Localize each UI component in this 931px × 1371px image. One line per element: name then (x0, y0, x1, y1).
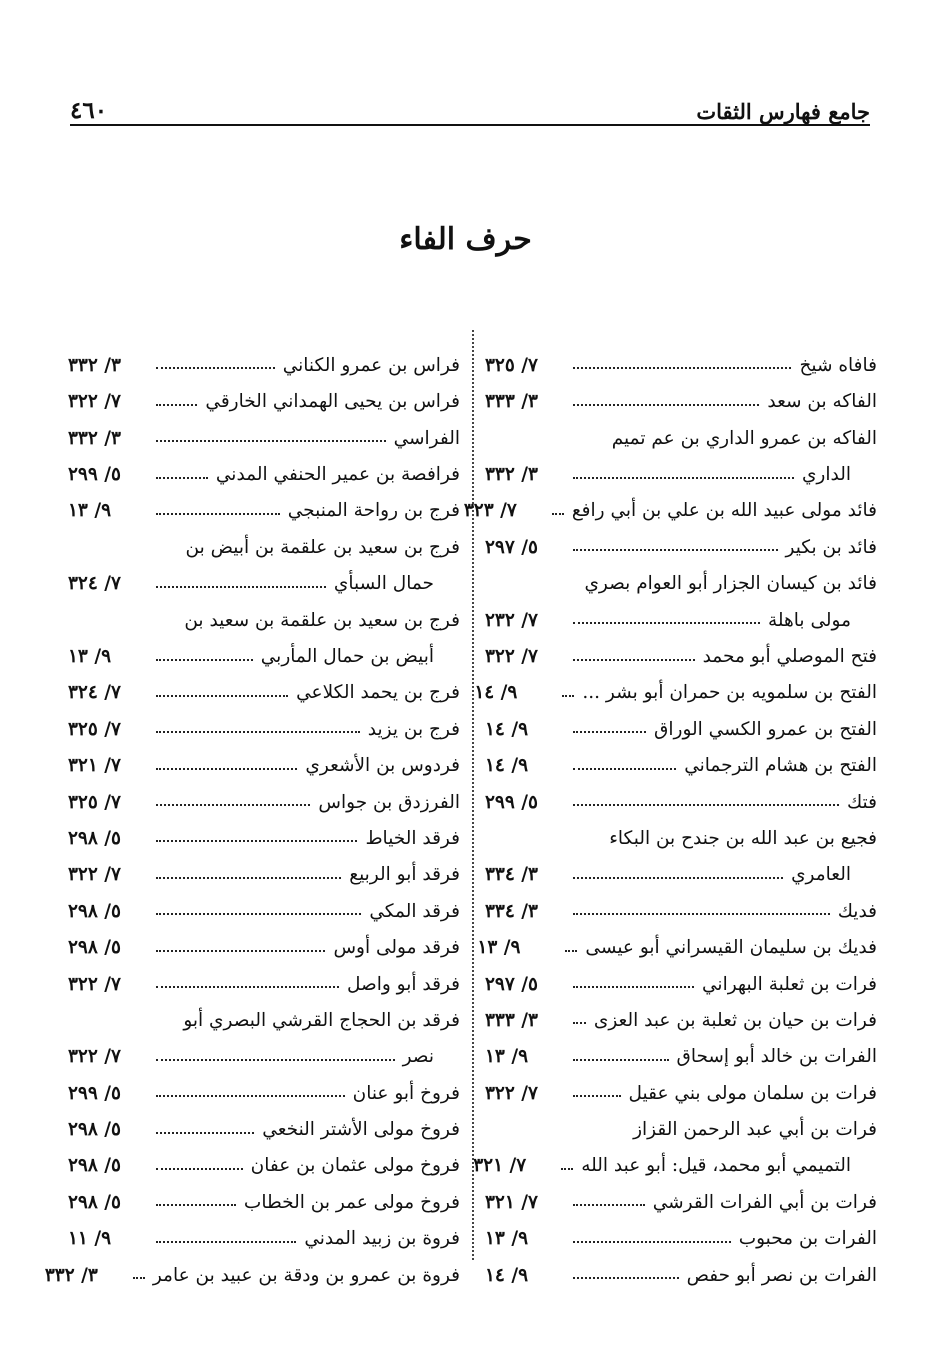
entry-name: فرقد أبو الربيع (349, 864, 460, 886)
index-entry (485, 1030, 877, 1066)
dot-leader (573, 1059, 669, 1061)
dot-leader (156, 1168, 243, 1170)
header-rule (70, 124, 870, 126)
entry-name: الداري (801, 464, 851, 486)
page-header (70, 86, 870, 124)
index-entry (68, 703, 460, 739)
entry-name: فرات بن حيان بن ثعلبة بن عبد العزى (593, 1009, 877, 1031)
index-entry (485, 594, 877, 630)
index-entry (485, 412, 877, 448)
volume-page-ref: ٧/ ٢٣٢ (485, 609, 538, 631)
index-entry (477, 921, 877, 959)
index-entry (485, 375, 877, 411)
volume-page-ref: ٧/ ٣٢٤ (68, 682, 121, 704)
entry-name: فرج بن رواحة المنبجي (287, 500, 460, 522)
index-entry (68, 1176, 460, 1212)
dot-leader (573, 1022, 586, 1024)
volume-page-ref: ٣/ ٣٣٢ (68, 354, 121, 376)
dot-leader (156, 695, 288, 697)
entry-name: فردوس بن الأشعري (305, 755, 460, 777)
index-entry (485, 812, 877, 848)
volume-page-ref: ٩/ ١١ (68, 1228, 112, 1250)
volume-page-ref: ٣/ ٣٣٢ (485, 464, 538, 486)
index-entry (485, 521, 877, 557)
entry-name: فائد مولى عبيد الله بن علي بن أبي رافع (571, 500, 877, 522)
index-entry (68, 885, 460, 921)
index-entry (485, 848, 877, 884)
index-entry (463, 485, 877, 522)
index-entry (68, 848, 460, 884)
index-entry (474, 667, 877, 704)
volume-page-ref: ٥/ ٢٩٧ (485, 536, 538, 558)
index-entry (68, 594, 460, 630)
volume-page-ref: ٩/ ١٤ (474, 682, 518, 704)
dot-leader (562, 695, 574, 697)
index-entry (473, 1140, 877, 1177)
entry-name: فرات بن سلمان مولى بني عقيل (628, 1082, 877, 1104)
volume-page-ref: ٧/ ٣٢٢ (68, 864, 121, 886)
entry-name: الفتح بن سلمويه بن حمران أبو بشر ... (582, 682, 877, 704)
dot-leader (573, 1095, 621, 1097)
entry-name: مولى باهلة (768, 609, 851, 631)
volume-page-ref: ٥/ ٢٩٨ (68, 937, 121, 959)
entry-name: فروخ مولى عثمان بن عفان (250, 1155, 460, 1177)
entry-name: فراس بن عمرو الكناني (282, 354, 460, 376)
index-entry (68, 375, 460, 411)
entry-name: الفتح بن عمرو الكسي الوراق (654, 718, 877, 740)
index-entry (485, 885, 877, 921)
volume-page-ref: ٩/ ١٣ (485, 1046, 529, 1068)
dot-leader (156, 913, 361, 915)
volume-page-ref: ٥/ ٢٩٨ (68, 1155, 121, 1177)
entry-name: فرج بن يزيد (367, 718, 460, 740)
dot-leader (156, 768, 297, 770)
index-entry (68, 630, 460, 666)
dot-leader (156, 1132, 254, 1134)
volume-page-ref: ٧/ ٣٢٢ (68, 973, 121, 995)
entry-name: فرقد مولى أوس (333, 937, 460, 959)
dot-leader (156, 440, 386, 442)
dot-leader (573, 1241, 731, 1243)
dot-leader (573, 1204, 645, 1206)
index-entry (68, 958, 460, 994)
dot-leader (156, 840, 357, 842)
index-entry (68, 921, 460, 957)
index-entry (68, 485, 460, 521)
dot-leader (573, 1277, 679, 1279)
entry-name: فرج بن سعيد بن علقمة بن أبيض بن (185, 536, 460, 558)
dot-leader (156, 477, 208, 479)
index-entry (68, 739, 460, 775)
entry-name: فروة بن زبيد المدني (304, 1228, 460, 1250)
index-entry (68, 1067, 460, 1103)
volume-page-ref: ٧/ ٣٢٥ (485, 354, 538, 376)
index-entry (485, 448, 877, 484)
entry-name: الفرات بن نصر أبو حفص (686, 1264, 877, 1286)
entry-name: فائد بن بكير (785, 536, 877, 558)
entry-name: العامري (791, 864, 851, 886)
entry-name: حمال السبأي (333, 573, 434, 595)
index-entry (68, 1140, 460, 1176)
dot-leader (573, 986, 694, 988)
index-column-left (44, 339, 460, 1286)
entry-name: التميمي أبو محمد، قيل: أبو عبد الله (581, 1155, 851, 1177)
index-entry (485, 1067, 877, 1103)
volume-page-ref: ٧/ ٣٢٥ (68, 718, 121, 740)
dot-leader (573, 367, 791, 369)
entry-name: فرقد المكي (369, 900, 460, 922)
index-entry (485, 1176, 877, 1212)
dot-leader (133, 1277, 145, 1279)
entry-name: فروخ أبو عنان (352, 1082, 460, 1104)
volume-page-ref: ٥/ ٢٩٩ (68, 464, 121, 486)
index-entry (68, 1103, 460, 1139)
dot-leader (573, 913, 830, 915)
index-entry (485, 703, 877, 739)
index-entry (485, 339, 877, 375)
dot-leader (156, 1095, 345, 1097)
volume-page-ref: ٣/ ٣٣٢ (44, 1264, 98, 1286)
index-entry (68, 1212, 460, 1248)
dot-leader (156, 731, 360, 733)
volume-page-ref: ٣/ ٣٣٣ (485, 391, 538, 413)
volume-page-ref: ٣/ ٣٣٢ (68, 427, 121, 449)
dot-leader (573, 768, 676, 770)
entry-name: الفرزدق بن جواس (318, 791, 460, 813)
dot-leader (573, 622, 760, 624)
entry-name: الفتح بن هشام الترجماني (684, 755, 877, 777)
volume-page-ref: ٧/ ٣٢١ (473, 1155, 527, 1177)
entry-name: فرقد الخياط (365, 827, 460, 849)
entry-name: الفاكه بن عمرو الداري بن عم تميم (611, 427, 877, 449)
entry-name: فرقد بن الحجاج القرشي البصري أبو (183, 1009, 460, 1031)
dot-leader (156, 1241, 296, 1243)
dot-leader (156, 404, 197, 406)
index-entry (68, 812, 460, 848)
dot-leader (573, 477, 794, 479)
index-entry (485, 1103, 877, 1139)
index-entry (68, 557, 460, 593)
volume-page-ref: ٩/ ١٣ (68, 500, 112, 522)
dot-leader (156, 659, 253, 661)
volume-page-ref: ٥/ ٢٩٨ (68, 900, 121, 922)
index-entry (485, 1212, 877, 1248)
index-entry (485, 630, 877, 666)
index-entry (68, 994, 460, 1030)
dot-leader (552, 513, 564, 515)
volume-page-ref: ٧/ ٣٢٢ (485, 1082, 538, 1104)
dot-leader (156, 1059, 395, 1061)
entry-name: فرج بن يحمد الكلاعي (296, 682, 460, 704)
volume-page-ref: ٥/ ٢٩٨ (68, 827, 121, 849)
entry-name: الفاكه بن سعد (767, 391, 877, 413)
volume-page-ref: ٧/ ٣٢٢ (68, 391, 121, 413)
entry-name: فديك بن سليمان القيسراني أبو عيسى (585, 937, 877, 959)
index-entry (68, 521, 460, 557)
entry-name: فرج بن سعيد بن علقمة بن سعيد بن (184, 609, 460, 631)
dot-leader (573, 731, 646, 733)
index-entry (68, 339, 460, 375)
volume-page-ref: ٣/ ٣٣٤ (485, 900, 538, 922)
volume-page-ref: ٣/ ٣٣٤ (485, 864, 538, 886)
entry-name: فرات بن ثعلبة البهراني (702, 973, 877, 995)
index-column-right (463, 339, 877, 1286)
entry-name: فديك (837, 900, 877, 922)
index-entry (485, 557, 877, 593)
dot-leader (156, 586, 326, 588)
volume-page-ref: ٥/ ٢٩٩ (485, 791, 538, 813)
volume-page-ref: ٧/ ٣٢٤ (68, 573, 121, 595)
running-title: جامع فهارس الثقات (696, 99, 870, 124)
volume-page-ref: ٩/ ١٤ (485, 1264, 529, 1286)
entry-name: فراس بن يحيى الهمداني الخارقي (205, 391, 460, 413)
dot-leader (573, 877, 783, 879)
dot-leader (156, 804, 310, 806)
dot-leader (156, 1204, 236, 1206)
entry-name: فرقد أبو واصل (346, 973, 460, 995)
volume-page-ref: ٥/ ٢٩٨ (68, 1191, 121, 1213)
section-title: حرف الفاء (399, 222, 532, 257)
entry-name: نصر (402, 1046, 434, 1068)
index-entry (44, 1249, 460, 1286)
column-divider (472, 330, 474, 1260)
index-entry (485, 776, 877, 812)
dot-leader (156, 986, 339, 988)
entry-name: الفراسي (393, 427, 460, 449)
index-entry (485, 994, 877, 1030)
entry-name: فروخ مولى الأشتر النخعي (262, 1119, 460, 1141)
entry-name: فتح الموصلي أبو محمد (702, 646, 877, 668)
volume-page-ref: ٧/ ٣٢٢ (68, 1046, 121, 1068)
volume-page-ref: ٧/ ٣٢١ (485, 1191, 538, 1213)
entry-name: فروة بن عمرو بن ودقة بن عبيد بن عامر (152, 1264, 460, 1286)
dot-leader (156, 950, 325, 952)
entry-name: فروخ مولى عمر بن الخطاب (243, 1191, 460, 1213)
dot-leader (573, 804, 839, 806)
dot-leader (573, 659, 695, 661)
entry-name: الفرات بن محبوب (738, 1228, 877, 1250)
entry-name: الفرات بن خالد أبو إسحاق (676, 1046, 877, 1068)
entry-name: فافاه شيخ (799, 354, 877, 376)
volume-page-ref: ٧/ ٣٢١ (68, 755, 121, 777)
entry-name: فتك (846, 791, 877, 813)
volume-page-ref: ٥/ ٢٩٨ (68, 1119, 121, 1141)
dot-leader (565, 950, 577, 952)
index-entry (485, 1249, 877, 1285)
volume-page-ref: ٩/ ١٤ (485, 718, 529, 740)
volume-page-ref: ٥/ ٢٩٧ (485, 973, 538, 995)
dot-leader (156, 513, 280, 515)
entry-name: فرات بن أبي الفرات القرشي (652, 1191, 877, 1213)
volume-page-ref: ٧/ ٣٢٢ (485, 646, 538, 668)
entry-name: فجيع بن عبد الله بن جندح بن البكاء (609, 827, 877, 849)
page-number: ٤٦٠ (70, 97, 108, 124)
dot-leader (156, 367, 275, 369)
dot-leader (573, 404, 759, 406)
entry-name: فرات بن أبي عبد الرحمن القزاز (633, 1119, 877, 1141)
index-entry (68, 667, 460, 703)
dot-leader (561, 1168, 573, 1170)
index-entry (68, 412, 460, 448)
index-entry (68, 1030, 460, 1066)
dot-leader (156, 877, 341, 879)
volume-page-ref: ٩/ ١٣ (68, 646, 112, 668)
volume-page-ref: ٣/ ٣٣٣ (485, 1009, 538, 1031)
entry-name: فرافصة بن عمير الحنفي المدني (215, 464, 460, 486)
volume-page-ref: ٩/ ١٣ (477, 937, 521, 959)
entry-name: أبيض بن حمال المأربي (260, 646, 434, 668)
entry-name: فائد بن كيسان الجزار أبو العوام بصري (584, 573, 877, 595)
volume-page-ref: ٧/ ٣٢٥ (68, 791, 121, 813)
index-entry (485, 739, 877, 775)
index-entry (68, 448, 460, 484)
volume-page-ref: ٥/ ٢٩٩ (68, 1082, 121, 1104)
volume-page-ref: ٧/ ٣٢٣ (463, 500, 517, 522)
volume-page-ref: ٩/ ١٣ (485, 1228, 529, 1250)
dot-leader (573, 549, 778, 551)
volume-page-ref: ٩/ ١٤ (485, 755, 529, 777)
index-entry (485, 958, 877, 994)
index-entry (68, 776, 460, 812)
